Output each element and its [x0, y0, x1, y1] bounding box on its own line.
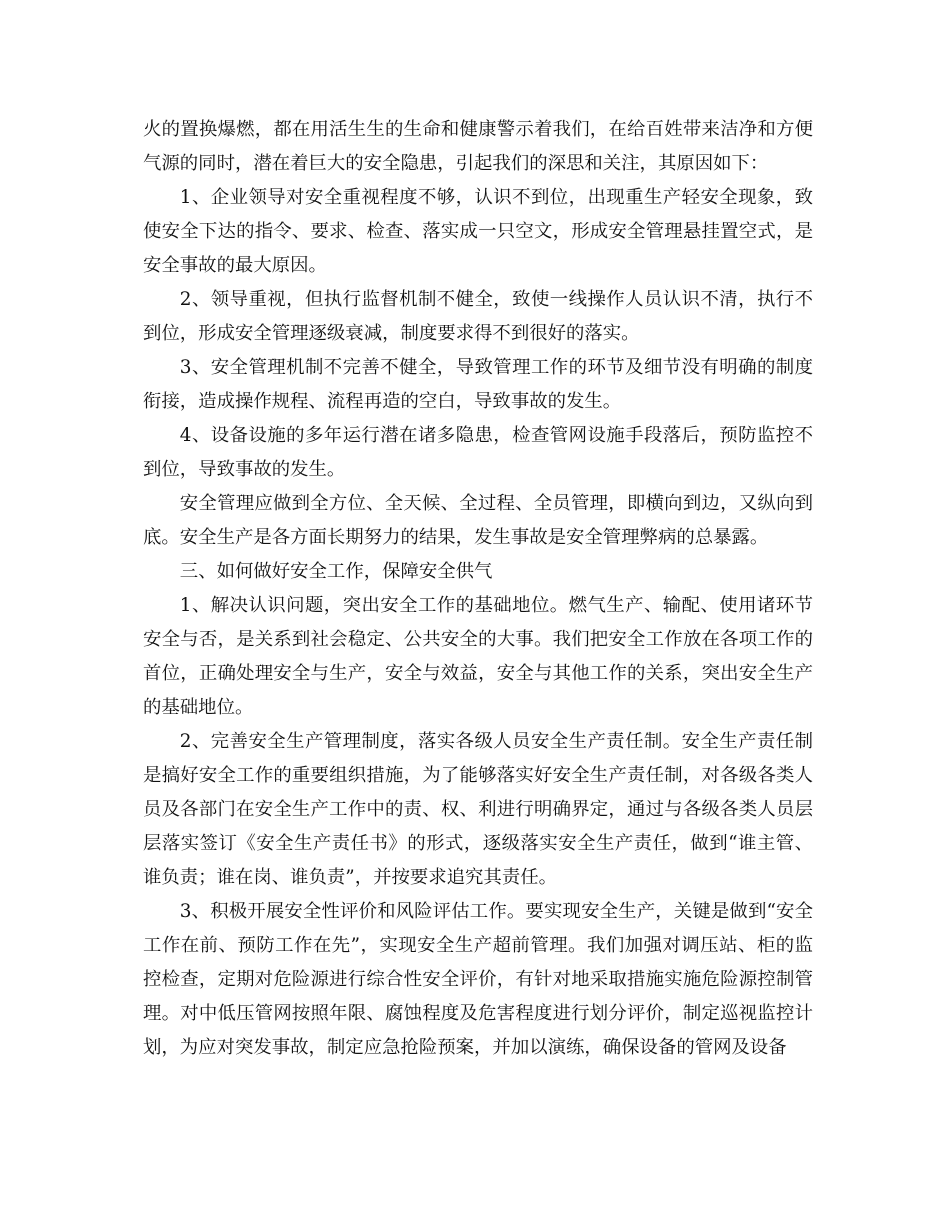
body-paragraph: 1、解决认识问题，突出安全工作的基础地位。燃气生产、输配、使用诸环节安全与否，是关系到社会稳定、公共安全的大事。我们把安全工作放在各项工作的首位，正确处理安全与生产，安全与效益，安全与其他工作的关系，突出安全生产的基础地位。: [143, 595, 813, 718]
section-heading: 三、如何做好安全工作，保障安全供气: [179, 561, 493, 582]
body-paragraph: 1、企业领导对安全重视程度不够，认识不到位，出现重生产轻安全现象，致使安全下达的指令、要求、检查、落实成一只空文，形成安全管理悬挂置空式，是安全事故的最大原因。: [143, 187, 813, 276]
body-paragraph: 4、设备设施的多年运行潜在诸多隐患，检查管网设施手段落后，预防监控不到位，导致事故的发生。: [143, 425, 813, 480]
body-paragraph: 安全管理应做到全方位、全天候、全过程、全员管理，即横向到边，又纵向到底。安全生产是各方面长期努力的结果，发生事故是安全管理弊病的总暴露。: [143, 493, 813, 548]
body-paragraph: 3、安全管理机制不完善不健全，导致管理工作的环节及细节没有明确的制度衔接，造成操作规程、流程再造的空白，导致事故的发生。: [143, 357, 813, 412]
body-paragraph: 2、领导重视，但执行监督机制不健全，致使一线操作人员认识不清，执行不到位，形成安全管理逐级衰减，制度要求得不到很好的落实。: [143, 289, 813, 344]
document-page: [143, 113, 813, 1065]
body-paragraph: 3、积极开展安全性评价和风险评估工作。要实现安全生产，关键是做到“安全工作在前、预防工作在先”，实现安全生产超前管理。我们加强对调压站、柜的监控检查，定期对危险源进行综合性安全评价，有针对地采取措施实施危险源控制管理。对中低压管网按照年限、腐蚀程度及危害程度进行划分评价，制定巡视监控计划，为应对突发事故，制定应急抢险预案，并加以演练，确保设备的管网及设备: [143, 901, 813, 1058]
body-paragraph: 火的置换爆燃，都在用活生生的生命和健康警示着我们，在给百姓带来洁净和方便气源的同时，潜在着巨大的安全隐患，引起我们的深思和关注，其原因如下：: [143, 119, 813, 174]
body-paragraph: 2、完善安全生产管理制度，落实各级人员安全生产责任制。安全生产责任制是搞好安全工作的重要组织措施，为了能够落实好安全生产责任制，对各级各类人员及各部门在安全生产工作中的责、权、利进行明确界定，通过与各级各类人员层层落实签订《安全生产责任书》的形式，逐级落实安全生产责任，做到“谁主管、谁负责；谁在岗、谁负责”，并按要求追究其责任。: [143, 731, 813, 888]
